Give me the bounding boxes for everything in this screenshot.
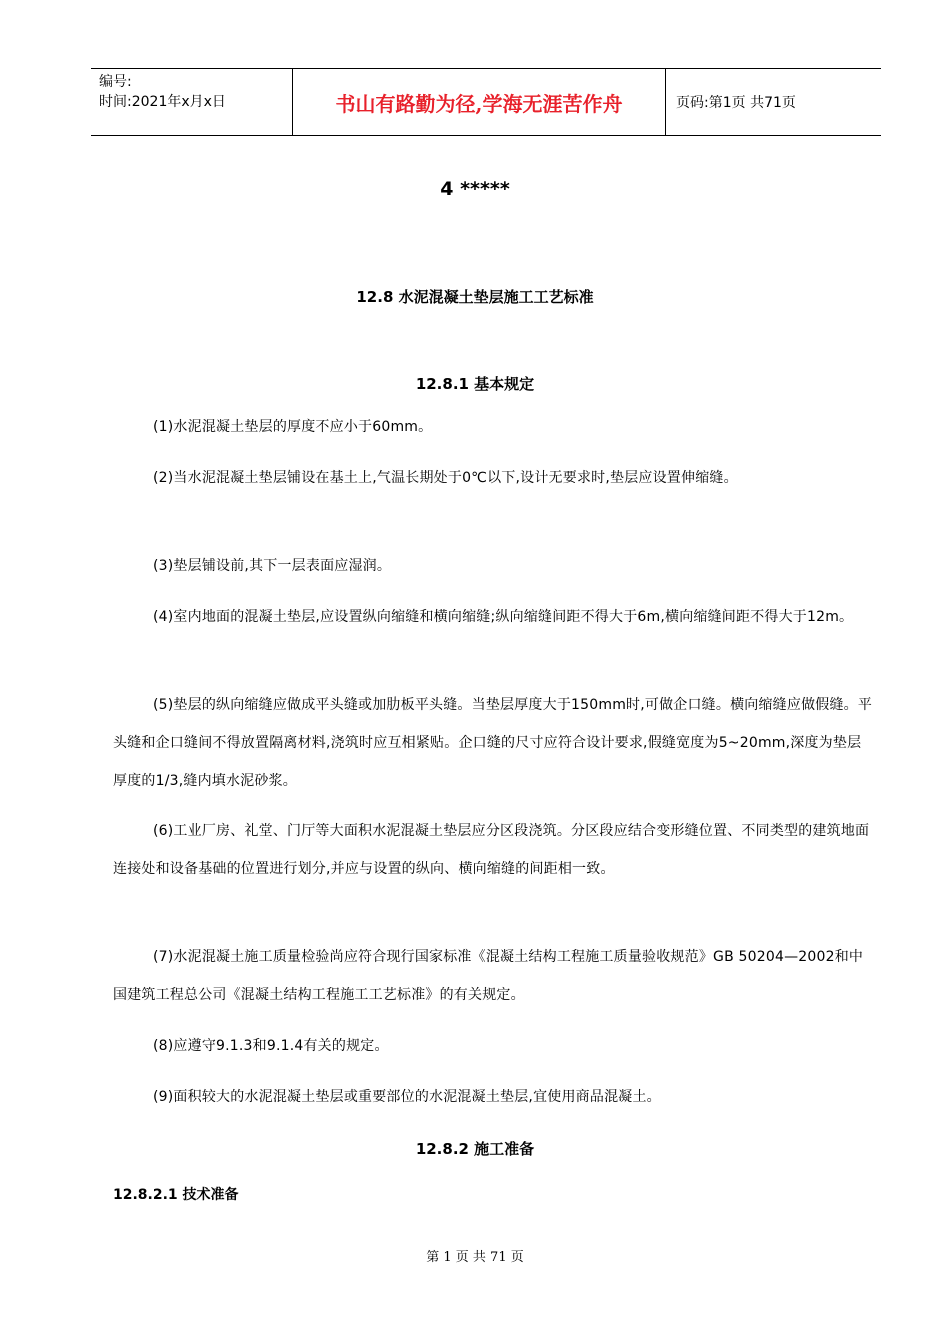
rule-item-7: (7)水泥混凝土施工质量检验尚应符合现行国家标准《混凝土结构工程施工质量验收规范》GB 50204—2002和中国建筑工程总公司《混凝土结构工程施工工艺标准》的有关规定。 (113, 949, 864, 1003)
header-motto: 书山有路勤为径,学海无涯苦作舟 (335, 91, 623, 116)
header-divider (665, 69, 666, 135)
rule-item-1: (1)水泥混凝土垫层的厚度不应小于60mm。 (153, 419, 433, 435)
document-number: 4 ***** (440, 178, 510, 200)
rule-item-4: (4)室内地面的混凝土垫层,应设置纵向缩缝和横向缩缝;纵向缩缝间距不得大于6m,横向缩缝间距不得大于12m。 (153, 609, 854, 625)
subsection-heading-technical-prep: 12.8.2.1 技术准备 (113, 1187, 239, 1203)
header-page-label: 页码:第1页 共71页 (676, 95, 796, 111)
page-header (91, 68, 881, 136)
rule-item-3: (3)垫层铺设前,其下一层表面应湿润。 (153, 558, 392, 574)
page-title: 12.8 水泥混凝土垫层施工工艺标准 (356, 288, 594, 306)
rule-item-6: (6)工业厂房、礼堂、门厅等大面积水泥混凝土垫层应分区段浇筑。分区段应结合变形缝位置、不同类型的建筑地面连接处和设备基础的位置进行划分,并应与设置的纵向、横向缩缝的间距相一致。 (113, 823, 870, 877)
rule-item-5: (5)垫层的纵向缩缝应做成平头缝或加肋板平头缝。当垫层厚度大于150mm时,可做企口缝。横向缩缝应做假缝。平头缝和企口缝间不得放置隔离材料,浇筑时应互相紧贴。企口缝的尺寸应符合设计要求,假缝宽度为5~20mm,深度为垫层厚度的1/3,缝内填水泥砂浆。 (113, 697, 873, 789)
page-footer: 第 1 页 共 71 页 (426, 1250, 524, 1265)
header-meta (99, 72, 294, 112)
section-heading-construction-prep: 12.8.2 施工准备 (415, 1140, 535, 1158)
section-heading-basic-rules: 12.8.1 基本规定 (415, 375, 535, 393)
rule-item-8: (8)应遵守9.1.3和9.1.4有关的规定。 (153, 1038, 389, 1054)
number-label: 编号: (99, 74, 132, 90)
rule-item-2: (2)当水泥混凝土垫层铺设在基土上,气温长期处于0℃以下,设计无要求时,垫层应设置伸缩缝。 (153, 470, 738, 486)
time-label: 时间:2021年x月x日 (99, 94, 226, 110)
rule-item-9: (9)面积较大的水泥混凝土垫层或重要部位的水泥混凝土垫层,宜使用商品混凝土。 (153, 1089, 661, 1105)
